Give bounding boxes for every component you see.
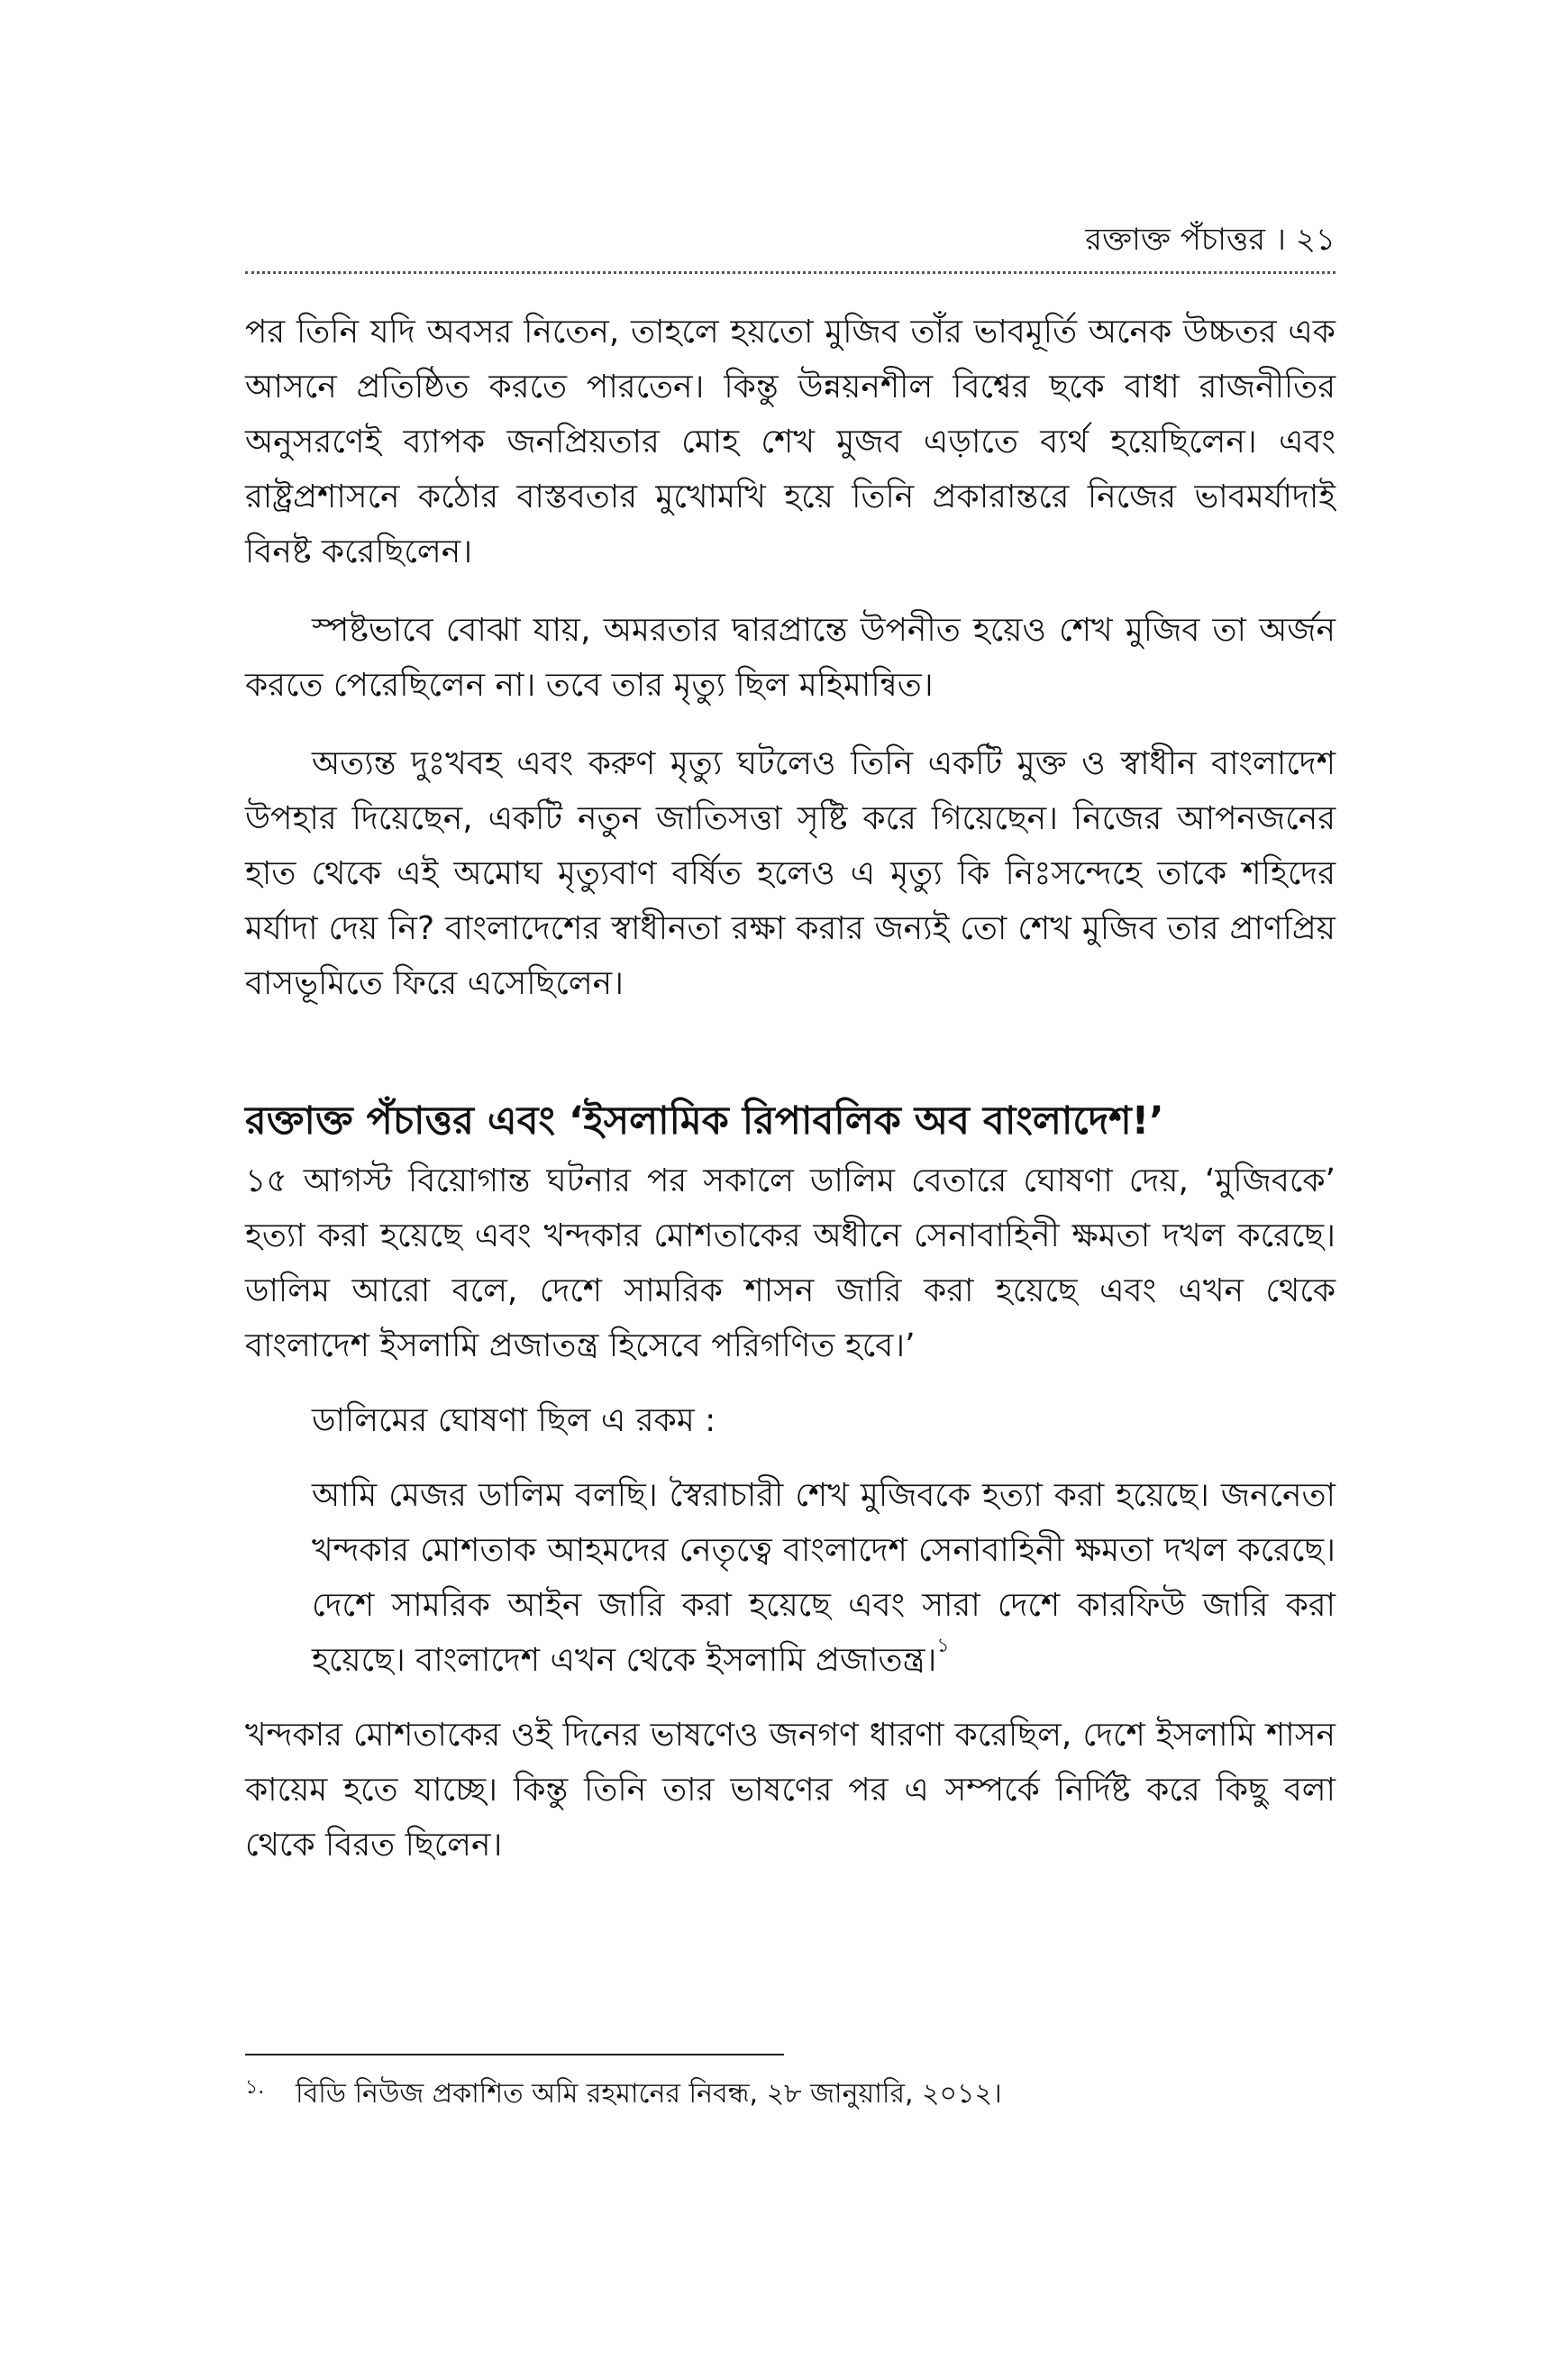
footnote-rule	[245, 2054, 784, 2055]
header-dotted-rule	[245, 271, 1336, 274]
paragraph-5: খন্দকার মোশতাকের ওই দিনের ভাষণেও জনগণ ধারণা করেছিল, দেশে ইসলামি শাসন কায়েম হতে যাচ্ছে। কিন্তু তিনি তার ভাষণের পর এ সম্পর্কে নির্দিষ্ট করে কিছু বলা থেকে বিরত ছিলেন।	[245, 1717, 1336, 1864]
paragraph-1: পর তিনি যদি অবসর নিতেন, তাহলে হয়তো মুজিব তাঁর ভাবমূর্তি অনেক উচ্চতর এক আসনে প্রতিষ্ঠিত করতে পারতেন। কিন্তু উন্নয়নশীল বিশ্বের ছকে বাধা রাজনীতির অনুসরণেই ব্যাপক জনপ্রিয়তার মোহ শেখ মুজব এড়াতে ব্যর্থ হয়েছিলেন। এবং রাষ্ট্রপ্রশাসনে কঠোর বাস্তবতার মুখোমখি হয়ে তিনি প্রকারান্তরে নিজের ভাবমর্যাদাই বিনষ্ট করেছিলেন।	[245, 314, 1336, 570]
footnote-reference[interactable]: ১	[936, 1635, 950, 1657]
page-number: ২১	[1295, 222, 1336, 258]
section-heading: রক্তাক্ত পঁচাত্তর এবং ‘ইসলামিক রিপাবলিক অব বাংলাদেশ!’	[245, 1098, 1164, 1144]
running-header	[1085, 222, 1336, 258]
paragraph-3: অত্যন্ত দুঃখবহ এবং করুণ মৃত্যু ঘটলেও তিনি একটি মুক্ত ও স্বাধীন বাংলাদেশ উপহার দিয়েছেন, একটি নতুন জাতিসত্তা সৃষ্টি করে গিয়েছেন। নিজের আপনজনের হাত থেকে এই অমোঘ মৃত্যুবাণ বর্ষিত হলেও এ মৃত্যু কি নিঃসন্দেহে তাকে শহিদের মর্যাদা দেয় নি? বাংলাদেশের স্বাধীনতা রক্ষা করার জন্যই তো শেখ মুজিব তার প্রাণপ্রিয় বাসভূমিতে ফিরে এসেছিলেন।	[245, 745, 1336, 1002]
footnote	[245, 2074, 1336, 2114]
footnote-marker: ১.	[245, 2076, 265, 2099]
block-quote-text: আমি মেজর ডালিম বলছি। স্বৈরাচারী শেখ মুজিবকে হত্যা করা হয়েছে। জননেতা খন্দকার মোশতাক আহমদের নেতৃত্বে বাংলাদেশ সেনাবাহিনী ক্ষমতা দখল করেছে। দেশে সামরিক আইন জারি করা হয়েছে এবং সারা দেশে কারফিউ জারি করা হয়েছে। বাংলাদেশ এখন থেকে ইসলামি প্রজাতন্ত্র।	[312, 1477, 1336, 1679]
header-separator: ।	[1274, 222, 1287, 258]
quote-intro: ডালিমের ঘোষণা ছিল এ রকম :	[312, 1402, 716, 1439]
paragraph-4: ১৫ আগস্ট বিয়োগান্ত ঘটনার পর সকালে ডালিম বেতারে ঘোষণা দেয়, ‘মুজিবকে’ হত্যা করা হয়েছে এবং খন্দকার মোশতাকের অধীনে সেনাবাহিনী ক্ষমতা দখল করেছে। ডালিম আরো বলে, দেশে সামরিক শাসন জারি করা হয়েছে এবং এখন থেকে বাংলাদেশ ইসলামি প্রজাতন্ত্র হিসেবে পরিগণিত হবে।’	[245, 1162, 1336, 1364]
block-quote	[245, 1468, 1336, 1688]
running-title: রক্তাক্ত পঁচাত্তর	[1085, 222, 1266, 258]
footnote-text: বিডি নিউজ প্রকাশিত অমি রহমানের নিবন্ধ, ২৮ জানুয়ারি, ২০১২।	[296, 2078, 1002, 2110]
book-page	[245, 0, 1336, 2379]
paragraph-2: স্পষ্টভাবে বোঝা যায়, অমরতার দ্বারপ্রান্তে উপনীত হয়েও শেখ মুজিব তা অর্জন করতে পেরেছিলেন না। তবে তার মৃত্যু ছিল মহিমান্বিত।	[245, 612, 1336, 704]
body-text	[245, 305, 1336, 1873]
